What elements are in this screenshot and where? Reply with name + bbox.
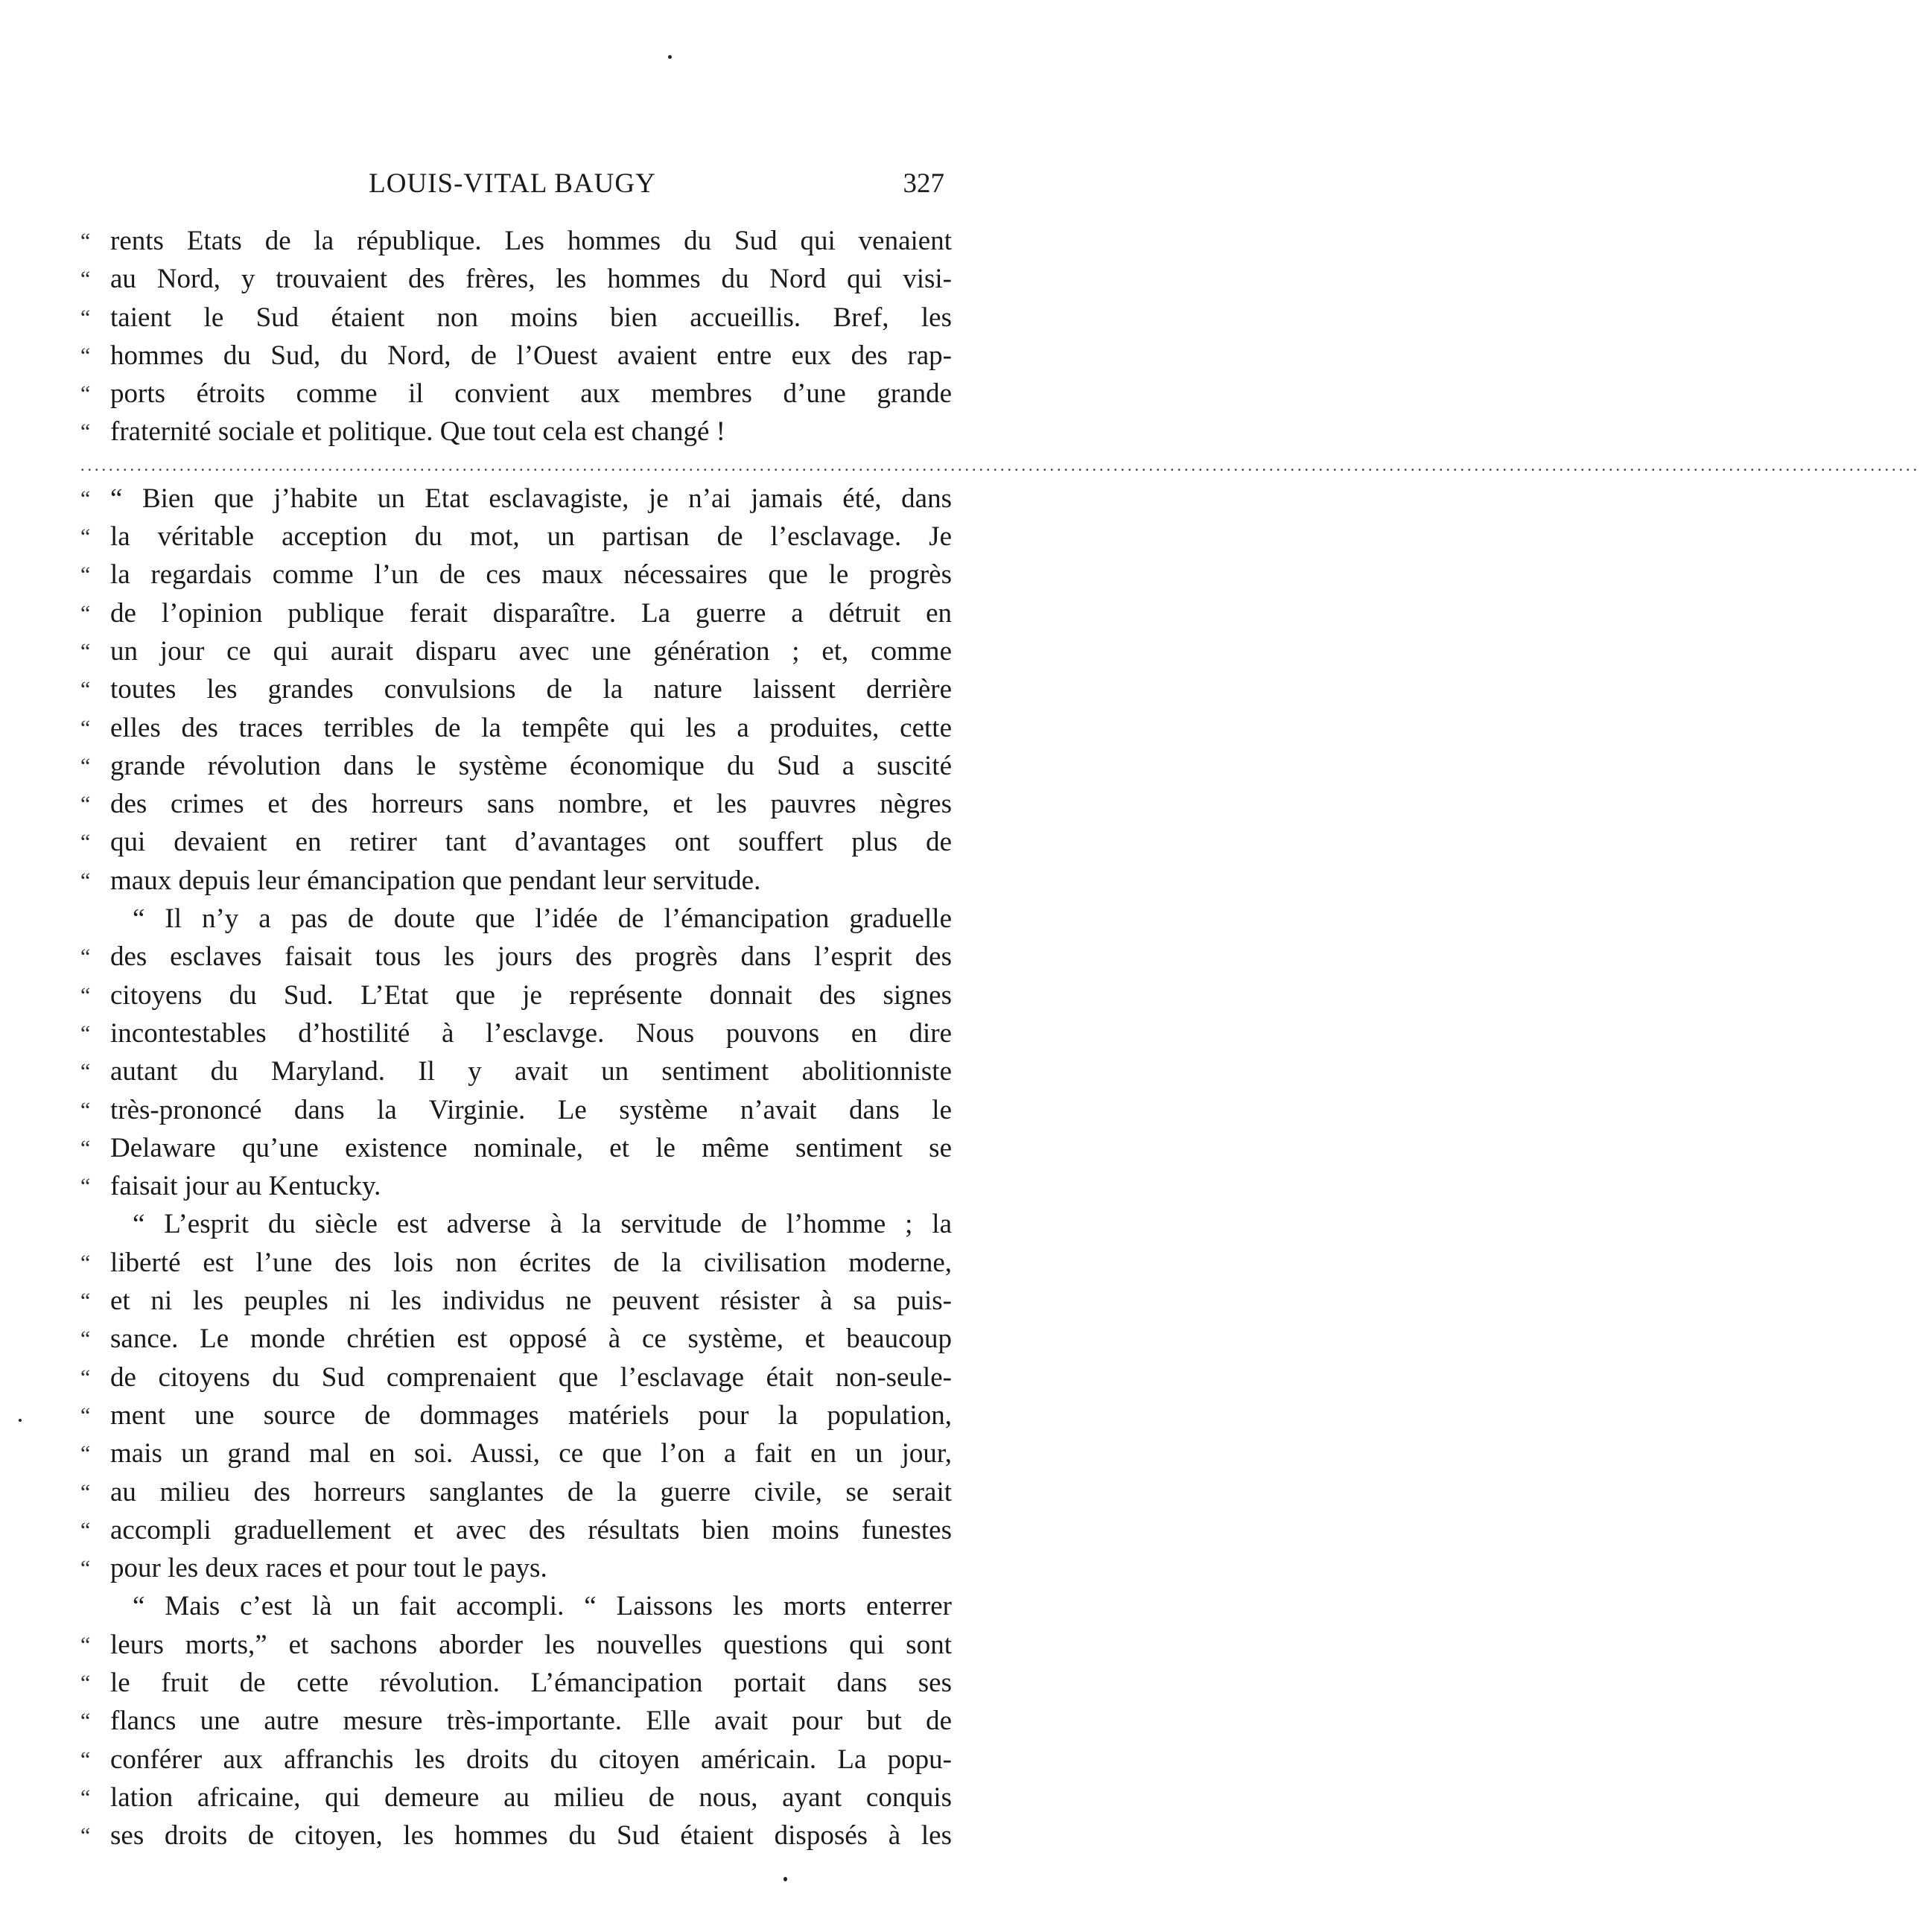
text-line — [80, 976, 952, 1014]
line-text: au Nord, y trouvaient des frères, les hommes du Nord qui visi- — [110, 264, 952, 295]
line-text: un jour ce qui aurait disparu avec une génération ; et, comme — [110, 635, 952, 667]
text-line — [80, 1167, 952, 1205]
line-text: la regardais comme l’un de ces maux nécessaires que le progrès — [110, 559, 952, 591]
body-text — [80, 222, 1920, 1855]
quote-mark: “ — [80, 638, 91, 664]
text-line — [80, 1052, 952, 1090]
text-line — [80, 823, 952, 861]
line-text: “ Bien que j’habite un Etat esclavagiste, je n’ai jamais été, dans — [110, 483, 952, 514]
text-line — [80, 1626, 952, 1664]
line-text: de citoyens du Sud comprenaient que l’esclavage était non-seule- — [110, 1361, 952, 1393]
text-line — [80, 1702, 952, 1740]
text-line — [80, 1282, 952, 1320]
quote-mark: “ — [80, 868, 91, 893]
page-speck — [783, 1877, 787, 1881]
quote-mark: “ — [80, 1747, 91, 1772]
quote-mark: “ — [80, 1823, 91, 1849]
quote-mark: “ — [80, 982, 91, 1008]
quote-mark: “ — [80, 1785, 91, 1810]
line-text: ses droits de citoyen, les hommes du Sud étaient disposés à les — [110, 1820, 952, 1852]
line-text: fraternité sociale et politique. Que tout cela est changé ! — [110, 416, 725, 448]
separator-dots: .................................................................................................................................................................................................................................................................... — [80, 455, 1920, 474]
text-line — [80, 632, 952, 670]
dotted-separator — [80, 451, 1920, 480]
line-text: toutes les grandes convulsions de la nature laissent derrière — [110, 674, 952, 705]
line-text: qui devaient en retirer tant d’avantages ont souffert plus de — [110, 827, 952, 858]
text-line — [80, 747, 952, 785]
line-text: elles des traces terribles de la tempête qui les a produites, cette — [110, 712, 952, 743]
text-line — [80, 518, 952, 556]
line-text: des crimes et des horreurs sans nombre, et les pauvres nègres — [110, 789, 952, 820]
text-line — [80, 1091, 952, 1129]
line-text: hommes du Sud, du Nord, de l’Ouest avaient entre eux des rap- — [110, 340, 952, 371]
text-line — [80, 709, 952, 747]
line-text: grande révolution dans le système économique du Sud a suscité — [110, 750, 952, 781]
text-line — [80, 1014, 952, 1052]
line-text: “ L’esprit du siècle est adverse à la servitude de l’homme ; la — [133, 1209, 952, 1240]
page-speck — [19, 1419, 22, 1422]
line-text: leurs morts,” et sachons aborder les nouvelles questions qui sont — [110, 1629, 952, 1660]
quote-mark: “ — [80, 486, 91, 511]
text-line — [80, 1587, 952, 1625]
line-text: “ Il n’y a pas de doute que l’idée de l’émancipation graduelle — [133, 903, 952, 935]
line-text: citoyens du Sud. L’Etat que je représente donnait des signes — [110, 979, 952, 1011]
line-text: maux depuis leur émancipation que pendant leur servitude. — [110, 865, 761, 896]
line-text: conférer aux affranchis les droits du citoyen américain. La popu- — [110, 1744, 952, 1775]
line-text: “ Mais c’est là un fait accompli. “ Laissons les morts enterrer — [133, 1591, 952, 1622]
quote-mark: “ — [80, 830, 91, 855]
quote-mark: “ — [80, 1441, 91, 1467]
text-line — [80, 1817, 952, 1855]
text-line — [80, 1741, 952, 1779]
quote-mark: “ — [80, 267, 91, 292]
quote-mark: “ — [80, 1326, 91, 1352]
text-line — [80, 260, 952, 298]
text-line — [80, 670, 952, 708]
quote-mark: “ — [80, 1059, 91, 1084]
quote-mark: “ — [80, 1364, 91, 1390]
quote-mark: “ — [80, 1020, 91, 1046]
line-text: accompli graduellement et avec des résultats bien moins funestes — [110, 1514, 952, 1545]
text-line — [80, 337, 952, 375]
text-line — [80, 862, 952, 900]
line-text: flancs une autre mesure très-importante. Elle avait pour but de — [110, 1706, 952, 1737]
text-line — [80, 1511, 952, 1549]
line-text: mais un grand mal en soi. Aussi, ce que l’on a fait en un jour, — [110, 1438, 952, 1469]
line-text: taient le Sud étaient non moins bien accueillis. Bref, les — [110, 302, 952, 333]
text-line — [80, 785, 952, 823]
quote-mark: “ — [80, 229, 91, 253]
line-text: ports étroits comme il convient aux membres d’une grande — [110, 378, 952, 410]
running-head: LOUIS-VITAL BAUGY — [369, 168, 656, 199]
quote-mark: “ — [80, 1174, 91, 1199]
line-text: faisait jour au Kentucky. — [110, 1171, 381, 1202]
quote-mark: “ — [80, 792, 91, 817]
line-text: et ni les peuples ni les individus ne peuvent résister à sa puis- — [110, 1286, 952, 1317]
quote-mark: “ — [80, 753, 91, 778]
text-line — [80, 1320, 952, 1358]
quote-mark: “ — [80, 305, 91, 330]
quote-mark: “ — [80, 1402, 91, 1428]
text-line — [80, 413, 952, 451]
text-line — [80, 1473, 952, 1511]
quote-mark: “ — [80, 1288, 91, 1314]
text-line — [80, 222, 952, 260]
text-line — [80, 1359, 952, 1396]
text-line — [80, 1205, 952, 1243]
line-text: de l’opinion publique ferait disparaître. La guerre a détruit en — [110, 597, 952, 629]
text-line — [80, 299, 952, 337]
quote-mark: “ — [80, 1250, 91, 1275]
line-text: pour les deux races et pour tout le pays. — [110, 1553, 547, 1584]
line-text: liberté est l’une des lois non écrites de la civilisation moderne, — [110, 1247, 952, 1278]
quote-mark: “ — [80, 715, 91, 740]
quote-mark: “ — [80, 1670, 91, 1695]
line-text: la véritable acception du mot, un partisan de l’esclavage. Je — [110, 521, 952, 553]
text-line — [80, 594, 952, 632]
text-line — [80, 1549, 952, 1587]
text-line — [80, 938, 952, 976]
line-text: le fruit de cette révolution. L’émancipation portait dans ses — [110, 1667, 952, 1698]
page-speck — [668, 55, 672, 59]
text-line — [80, 1664, 952, 1702]
page-number: 327 — [903, 168, 944, 199]
quote-mark: “ — [80, 1479, 91, 1504]
text-line — [80, 556, 952, 594]
quote-mark: “ — [80, 600, 91, 626]
quote-mark: “ — [80, 1556, 91, 1581]
quote-mark: “ — [80, 524, 91, 550]
quote-mark: “ — [80, 944, 91, 970]
line-text: lation africaine, qui demeure au milieu de nous, ayant conquis — [110, 1782, 952, 1813]
page-header — [80, 168, 944, 205]
quote-mark: “ — [80, 419, 91, 445]
text-line — [80, 1129, 952, 1167]
text-line — [80, 480, 952, 518]
quote-mark: “ — [80, 1709, 91, 1734]
text-line — [80, 1434, 952, 1472]
line-text: très-prononcé dans la Virginie. Le système n’avait dans le — [110, 1094, 952, 1125]
quote-mark: “ — [80, 562, 91, 588]
line-text: des esclaves faisait tous les jours des progrès dans l’esprit des — [110, 941, 952, 973]
quote-mark: “ — [80, 1517, 91, 1542]
quote-mark: “ — [80, 1097, 91, 1122]
text-line — [80, 1779, 952, 1817]
line-text: sance. Le monde chrétien est opposé à ce système, et beaucoup — [110, 1324, 952, 1355]
line-text: rents Etats de la république. Les hommes du Sud qui venaient — [110, 226, 952, 256]
quote-mark: “ — [80, 1632, 91, 1657]
quote-mark: “ — [80, 1135, 91, 1160]
line-text: Delaware qu’une existence nominale, et le même sentiment se — [110, 1132, 952, 1163]
text-line — [80, 1244, 952, 1282]
line-text: au milieu des horreurs sanglantes de la guerre civile, se serait — [110, 1476, 952, 1507]
line-text: ment une source de dommages matériels pour la population, — [110, 1399, 952, 1431]
text-line — [80, 375, 952, 413]
quote-mark: “ — [80, 343, 91, 368]
line-text: autant du Maryland. Il y avait un sentiment abolitionniste — [110, 1056, 952, 1087]
text-line — [80, 1396, 952, 1434]
line-text: incontestables d’hostilité à l’esclavge. Nous pouvons en dire — [110, 1017, 952, 1049]
quote-mark: “ — [80, 381, 91, 407]
text-line — [80, 900, 952, 938]
quote-mark: “ — [80, 677, 91, 702]
